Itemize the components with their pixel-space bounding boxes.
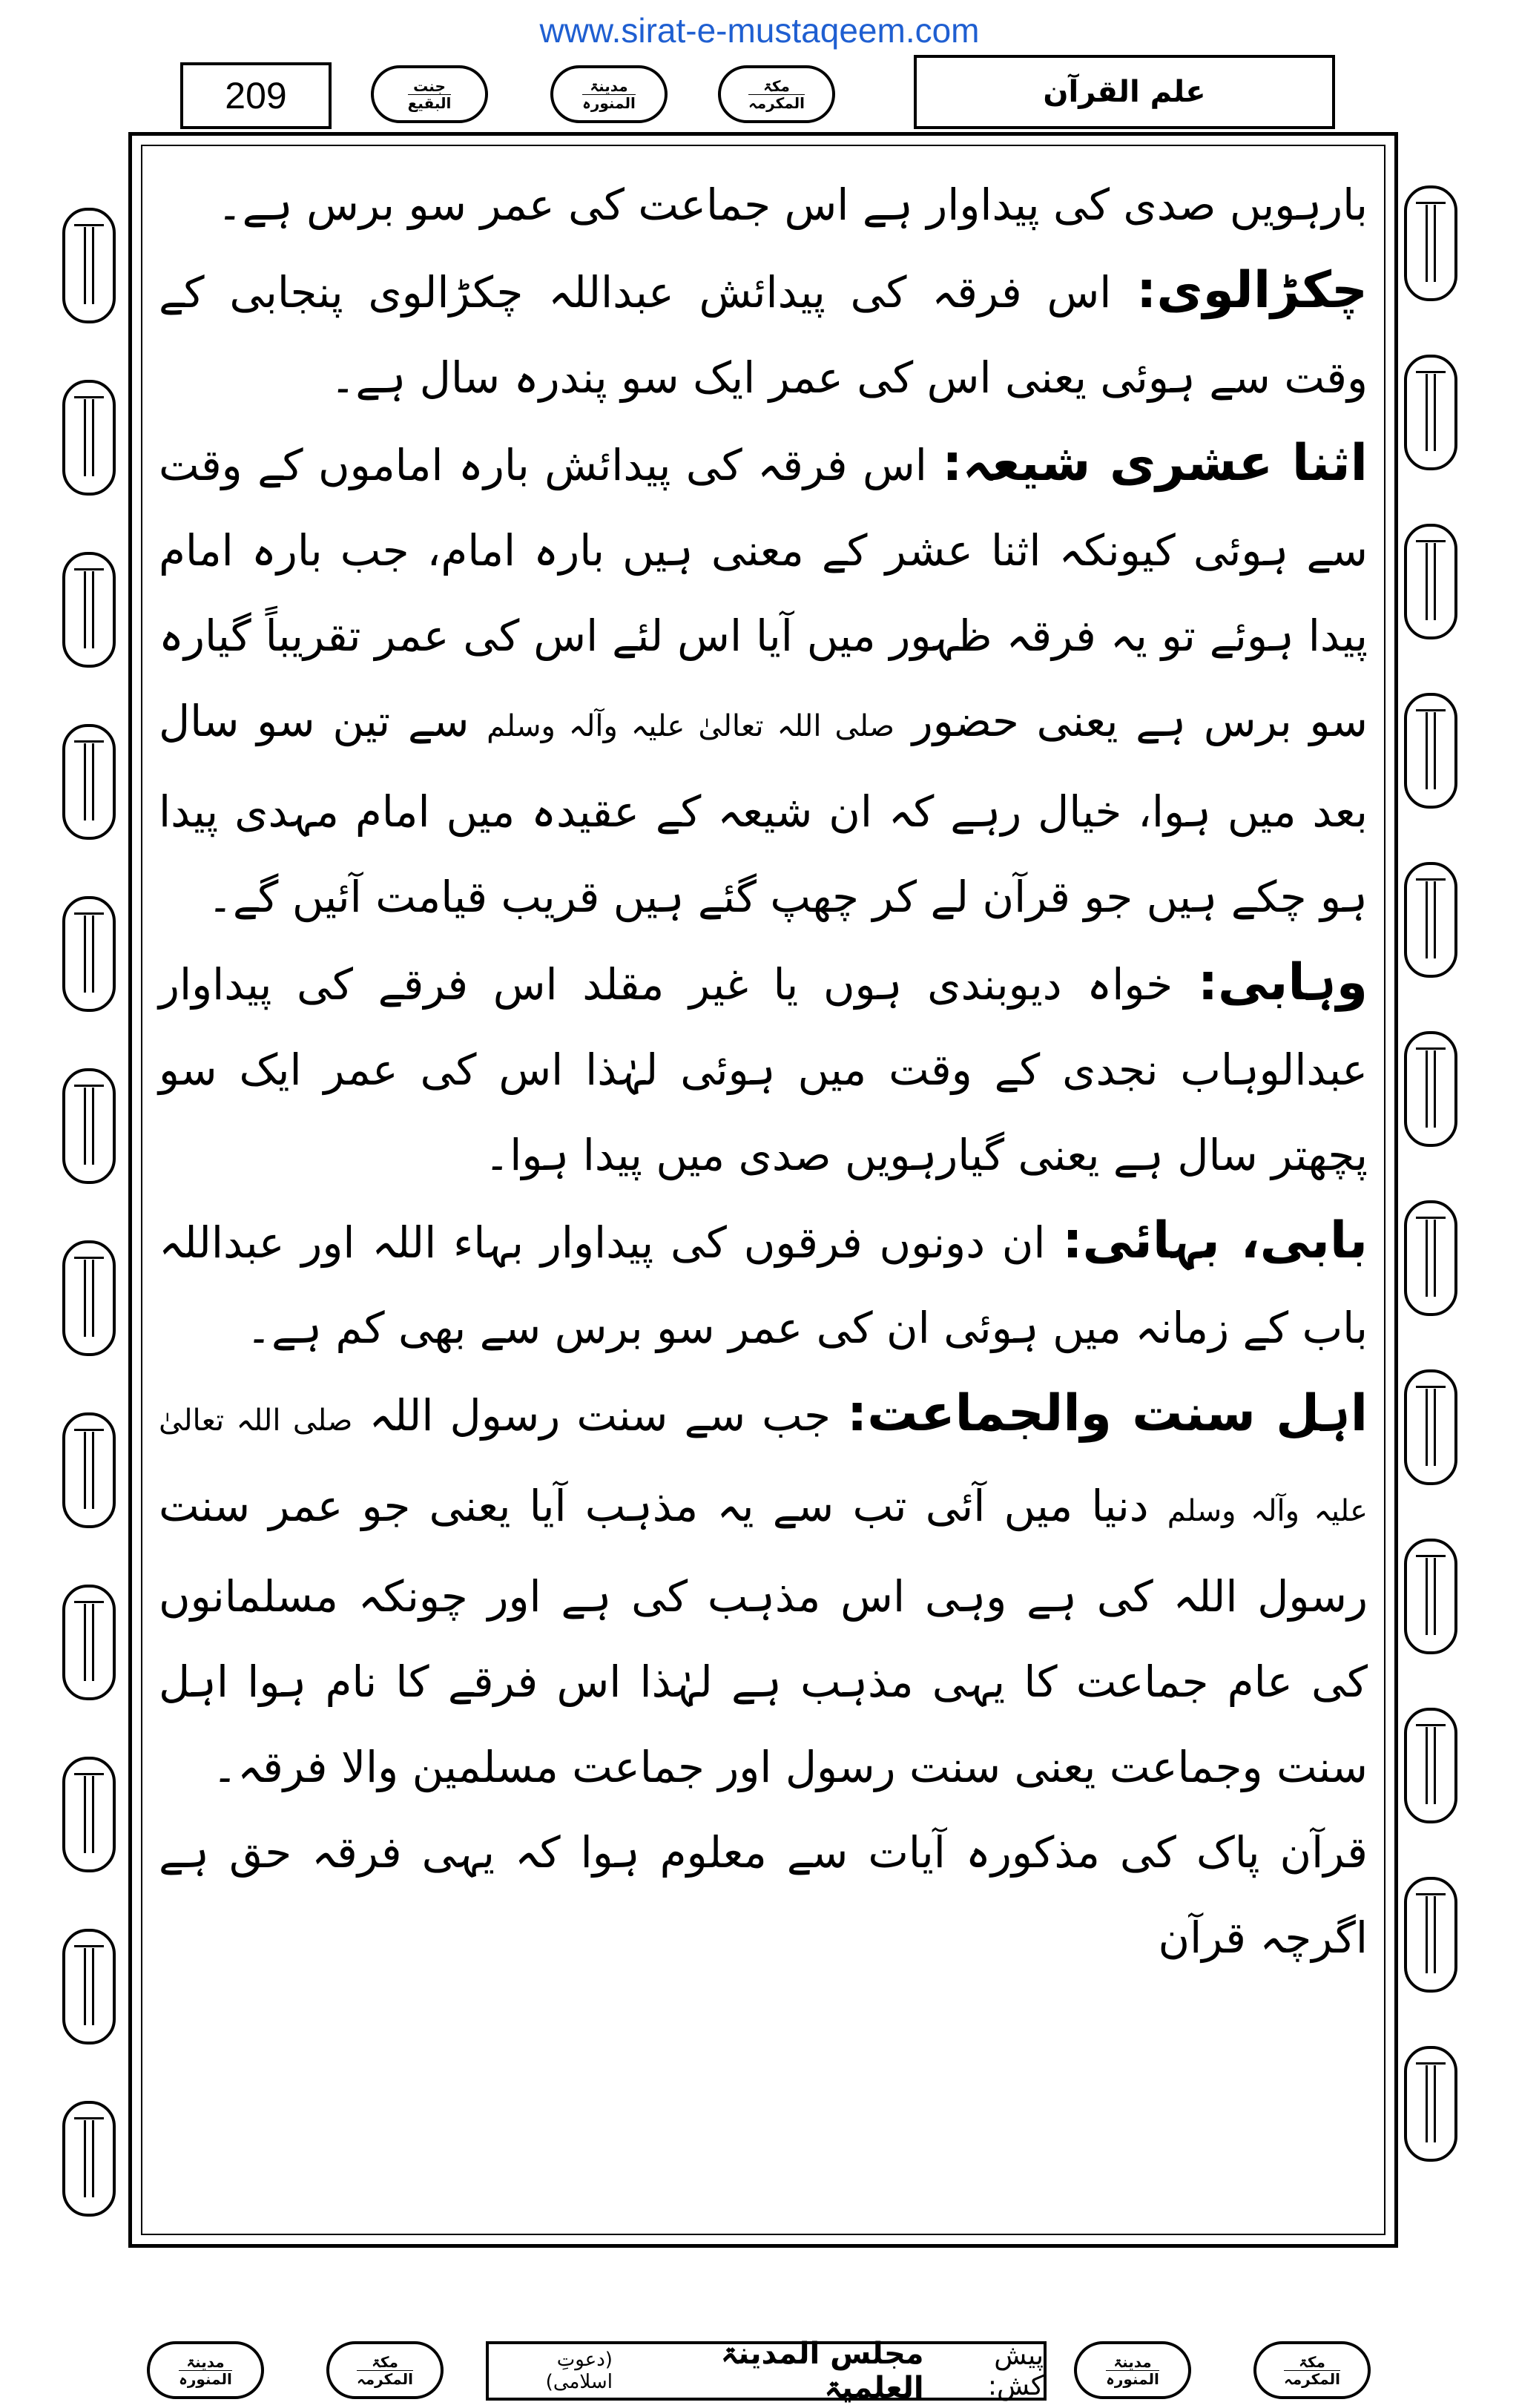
publisher-org: (دعوتِ اسلامی) [545, 2349, 613, 2393]
page-number: 209 [180, 62, 332, 129]
margin-ornament-left [62, 1240, 116, 1356]
paragraph-text: اس فرقہ کی پیدائش بارہ اماموں کے وقت سے ہوئی کیونکہ اثنا عشر کے معنی ہیں بارہ امام، جب بارہ امام پیدا ہوئے تو یہ فرقہ ظہور میں آیا اس لئے اس کی عمر تقریباً گیارہ سو برس ہے یعنی حضور [159, 440, 1368, 746]
margin-ornament-left [62, 1412, 116, 1528]
paragraph-text: اس فرقہ کی پیدائش عبداللہ چکڑالوی پنجابی کے وقت سے ہوئی یعنی اس کی عمر ایک سو پندرہ سال ہے۔ [159, 267, 1368, 403]
margin-ornament-left [62, 380, 116, 496]
header-badge-madina [550, 65, 668, 123]
footer-badge-madina [1074, 2341, 1191, 2399]
paragraph [159, 162, 1368, 248]
footer-badge-madina [147, 2341, 264, 2399]
paragraph-wahabi [159, 940, 1368, 1198]
badge-line: المنورہ [582, 93, 636, 112]
salawat: صلی اللہ تعالیٰ علیہ وآلہ وسلم [487, 709, 894, 743]
sect-heading: اثنا عشری شیعہ: [942, 434, 1368, 493]
badge-line: البقیع [407, 93, 452, 112]
margin-ornament-right [1404, 1369, 1457, 1485]
footer-badge-makkah [326, 2341, 444, 2399]
badge-line: مدینۃ [186, 2352, 225, 2371]
margin-ornament-left [62, 896, 116, 1012]
margin-ornament-left [62, 552, 116, 668]
badge-line: المنورہ [179, 2369, 232, 2388]
margin-ornament-left [62, 1757, 116, 1872]
sect-heading: چکڑالوی: [1136, 261, 1368, 320]
paragraph-text: خواہ دیوبندی ہوں یا غیر مقلد اس فرقے کی پیداوار عبدالوہاب نجدی کے وقت میں ہوئی لہٰذا اس کی عمر ایک سو پچھتر سال ہے یعنی گیارہویں صدی میں پیدا ہوا۔ [159, 959, 1368, 1180]
margin-ornament-right [1404, 693, 1457, 809]
margin-ornament-right [1404, 355, 1457, 470]
book-title: علم القرآن [914, 55, 1335, 129]
sect-heading: اہل سنت والجماعت: [847, 1384, 1368, 1443]
badge-line: مکۃ [372, 2352, 398, 2371]
margin-ornament-right [1404, 524, 1457, 639]
margin-ornament-left [62, 1929, 116, 2045]
margin-ornament-right [1404, 1708, 1457, 1823]
publisher-box [486, 2337, 1047, 2405]
margin-ornament-right [1404, 1539, 1457, 1654]
header-badge-makkah [718, 65, 835, 123]
badge-line: المکرمہ [748, 93, 805, 112]
paragraph-text: جب سے سنت رسول اللہ [369, 1390, 831, 1441]
site-url[interactable]: www.sirat-e-mustaqeem.com [539, 11, 980, 50]
badge-line: مدینۃ [1113, 2352, 1152, 2371]
badge-line: جنت [413, 76, 446, 95]
salawat: صلی اللہ تعالیٰ علیہ وآلہ وسلم [159, 1404, 1368, 1528]
paragraph-text: ان دونوں فرقوں کی پیداوار بہاء اللہ اور عبداللہ باب کے زمانہ میں ہوئی ان کی عمر سو برس سے بھی کم ہے۔ [159, 1217, 1368, 1353]
presented-by: پیش کش: [987, 2340, 1044, 2401]
paragraph-text: سے تین سو سال بعد میں ہوا، خیال رہے کہ ان شیعہ کے عقیدہ میں امام مہدی پیدا ہو چکے ہیں جو قرآن لے کر چھپ گئے ہیں قریب قیامت آئیں گے۔ [159, 696, 1368, 922]
footer-badge-makkah [1253, 2341, 1371, 2399]
page-header [0, 55, 1519, 136]
paragraph [159, 1810, 1368, 1981]
margin-ornament-left [62, 2101, 116, 2217]
paragraph-ithna-ashari [159, 421, 1368, 940]
badge-line: مکۃ [763, 76, 790, 95]
sect-heading: بابی، بہائی: [1062, 1211, 1368, 1270]
paragraph-ahl-sunnat [159, 1371, 1368, 1810]
header-badge-jannat-ul-baqi [371, 65, 488, 123]
margin-ornament-left [62, 724, 116, 840]
margin-ornament-right [1404, 1031, 1457, 1147]
paragraph-babi-bahai [159, 1198, 1368, 1371]
paragraph-chakralvi [159, 248, 1368, 421]
paragraph-text: دنیا میں آئی تب سے یہ مذہب آیا یعنی جو عمر سنت رسول اللہ کی ہے وہی اس مذہب کی ہے اور چونکہ مسلمانوں کی عام جماعت کا یہی مذہب ہے لہٰذا اس فرقے کا نام ہوا اہل سنت وجماعت یعنی سنت رسول اور جماعت مسلمین والا فرقہ۔ [159, 1481, 1368, 1792]
margin-ornament-right [1404, 862, 1457, 978]
margin-ornament-right [1404, 1877, 1457, 1993]
paragraph-text: بارہویں صدی کی پیداوار ہے اس جماعت کی عمر سو برس ہے۔ [217, 180, 1368, 230]
margin-ornament-right [1404, 185, 1457, 301]
badge-line: مکۃ [1299, 2352, 1325, 2371]
margin-ornament-left [62, 1585, 116, 1700]
publisher-name: مجلس المدینۃ العلمیۃ [720, 2337, 924, 2405]
text-frame [128, 132, 1398, 2248]
badge-line: المنورہ [1106, 2369, 1159, 2388]
sect-heading: وہابی: [1197, 953, 1368, 1012]
badge-line: المکرمہ [357, 2369, 413, 2388]
margin-ornament-left [62, 208, 116, 323]
badge-line: مدینۃ [590, 76, 628, 95]
margin-ornament-right [1404, 1200, 1457, 1316]
body-text [159, 162, 1368, 1981]
margin-ornament-left [62, 1068, 116, 1184]
page-footer [0, 2337, 1519, 2404]
paragraph-text: قرآن پاک کی مذکورہ آیات سے معلوم ہوا کہ یہی فرقہ حق ہے اگرچہ قرآن [159, 1827, 1368, 1963]
margin-ornament-right [1404, 2046, 1457, 2162]
badge-line: المکرمہ [1284, 2369, 1340, 2388]
